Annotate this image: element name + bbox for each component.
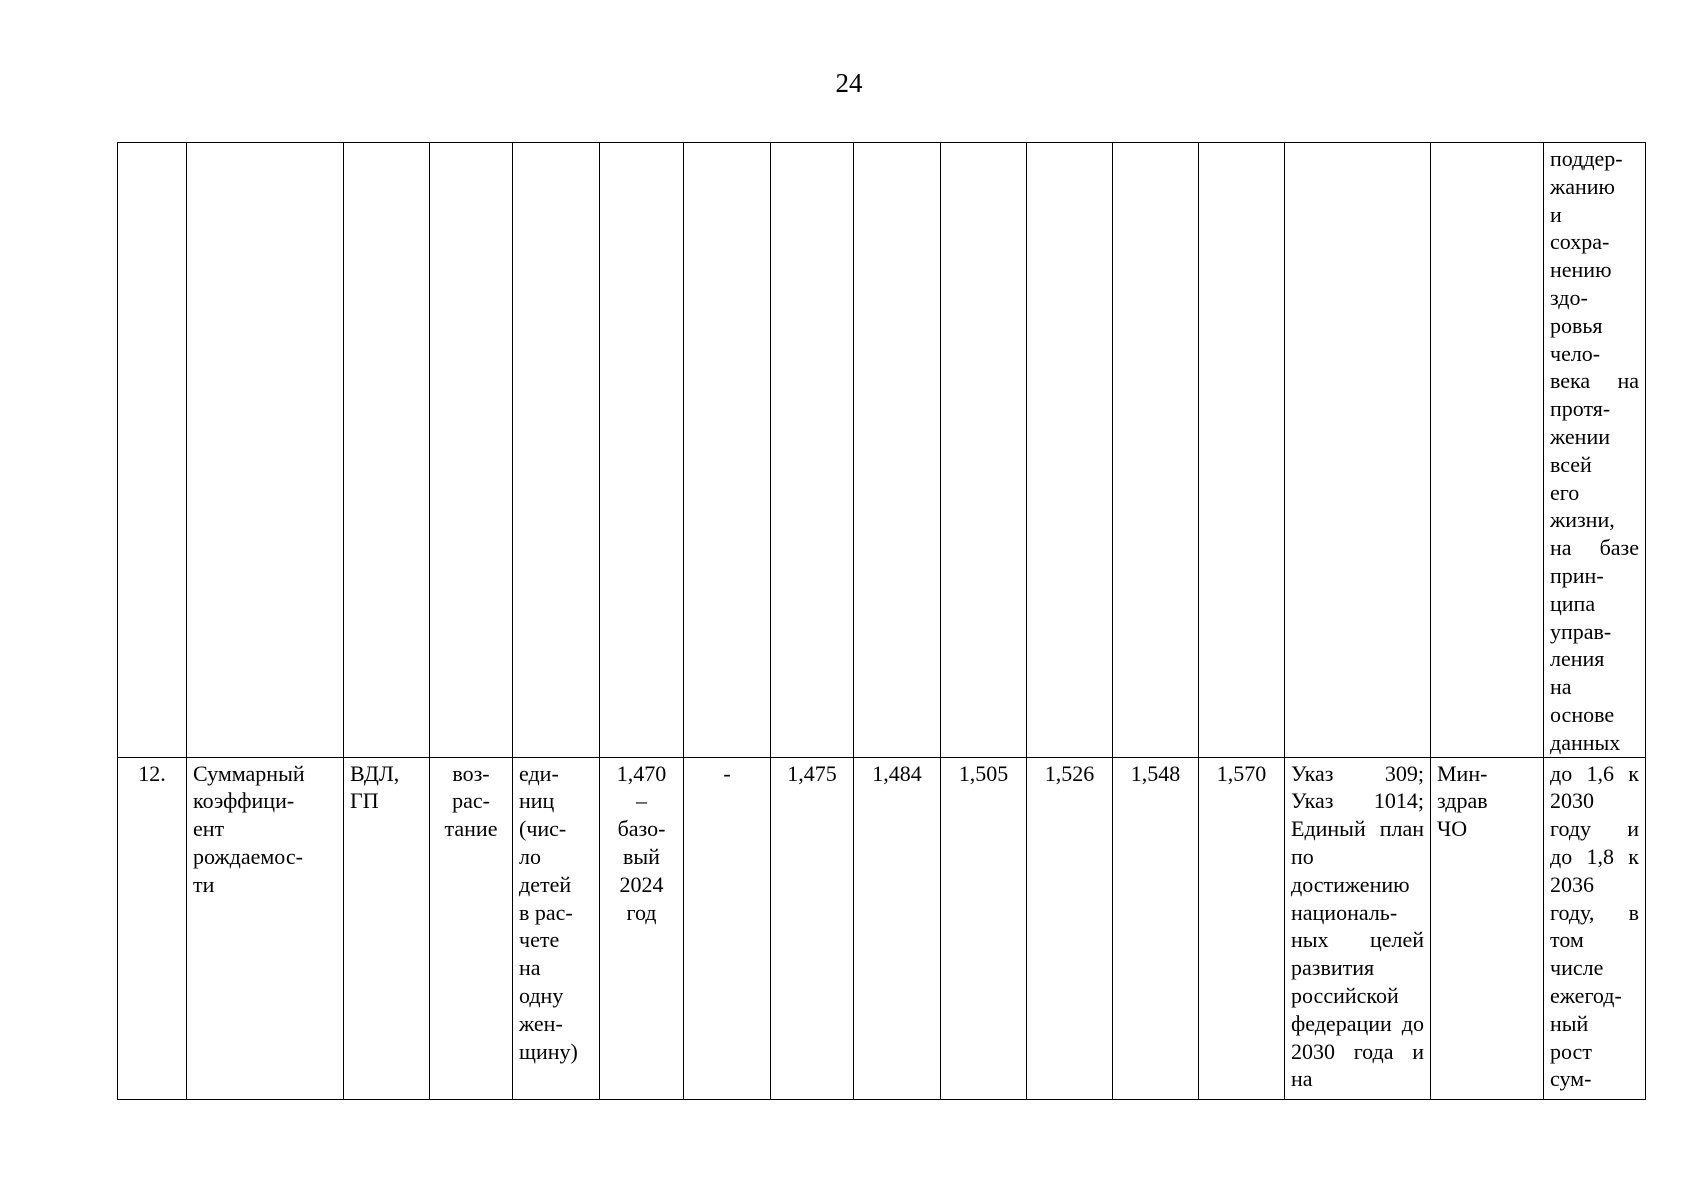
value-cell: 1,570 bbox=[1199, 757, 1285, 1099]
cell-text-line: щину) bbox=[519, 1038, 578, 1064]
cell-text-line: российской bbox=[1291, 982, 1399, 1008]
cell-text-line: 2030 года и bbox=[1291, 1038, 1424, 1064]
cell-text-line: ЧО bbox=[1437, 816, 1468, 842]
cell-text-line: воз- bbox=[452, 760, 490, 786]
goal-cell bbox=[1544, 757, 1646, 1099]
cell-text-line: рас- bbox=[452, 788, 490, 814]
cell-empty bbox=[344, 143, 430, 758]
cell-text-line: века на bbox=[1550, 368, 1639, 394]
cell-text-line: жен- bbox=[519, 1010, 563, 1036]
cell-text-line: на bbox=[1291, 1066, 1313, 1092]
cell-text-line: – bbox=[636, 788, 647, 814]
cell-text-line: базо- bbox=[617, 816, 666, 842]
trend-cell bbox=[430, 757, 513, 1099]
cell-empty bbox=[771, 143, 854, 758]
cell-empty bbox=[1113, 143, 1199, 758]
cell-text-line: году и bbox=[1550, 816, 1639, 842]
cell-text-line: (чис- bbox=[519, 816, 567, 842]
cell-text-line: коэффици- bbox=[193, 788, 295, 814]
cell-text-line: ло bbox=[519, 843, 541, 869]
cell-text-line: жении bbox=[1550, 423, 1610, 449]
cell-text-line: на базе bbox=[1550, 535, 1639, 561]
cell-text-line: протя- bbox=[1550, 396, 1611, 422]
cell-text-line: 2030 bbox=[1550, 788, 1594, 814]
cell-text-line: 2036 bbox=[1550, 871, 1594, 897]
cell-text-line: ВДЛ, bbox=[350, 760, 400, 786]
cell-text-line: данных bbox=[1550, 729, 1621, 755]
cell-text-line: год bbox=[626, 899, 657, 925]
cell-text-line: сохра- bbox=[1550, 229, 1610, 255]
cell-text-line: еди- bbox=[519, 760, 559, 786]
page-number: 24 bbox=[835, 68, 863, 98]
cell-text-line: всей bbox=[1550, 451, 1592, 477]
cell-text-line: вый bbox=[623, 843, 660, 869]
cell-text-line: Указ 309; bbox=[1291, 760, 1424, 786]
cell-text-line: прин- bbox=[1550, 562, 1604, 588]
cell-text-line: детей bbox=[519, 871, 572, 897]
cell-text-line: до 1,6 к bbox=[1550, 760, 1639, 786]
cell-text-line: числе bbox=[1550, 955, 1604, 981]
cell-text-line: достижению bbox=[1291, 871, 1410, 897]
cell-text-line: поддер- bbox=[1550, 146, 1623, 171]
cell-text-line: его bbox=[1550, 479, 1580, 505]
cell-text-line: управ- bbox=[1550, 618, 1612, 644]
value-cell: 1,484 bbox=[854, 757, 941, 1099]
cell-text-line: Мин- bbox=[1437, 760, 1488, 786]
cell-empty bbox=[187, 143, 344, 758]
cell-text-line: 1,470 bbox=[616, 760, 667, 786]
value-cell: 1,475 bbox=[771, 757, 854, 1099]
cell-text-line: по bbox=[1291, 843, 1314, 869]
cell-text-line: на bbox=[1550, 674, 1572, 700]
base-value-cell bbox=[600, 757, 684, 1099]
cell-text-line: жизни, bbox=[1550, 507, 1615, 533]
value-cell: 1,548 bbox=[1113, 757, 1199, 1099]
cell-empty bbox=[430, 143, 513, 758]
cell-text-line: ровья bbox=[1550, 312, 1603, 338]
cell-empty bbox=[1431, 143, 1544, 758]
cell-empty bbox=[600, 143, 684, 758]
cell-text-line: Единый план bbox=[1291, 816, 1424, 842]
cell-text-line: чете bbox=[519, 927, 560, 953]
cell-text-line: и bbox=[1550, 201, 1562, 227]
responsible-cell bbox=[1431, 757, 1544, 1099]
cell-text-line: ГП bbox=[350, 788, 379, 814]
cell-text-line: здо- bbox=[1550, 284, 1588, 310]
cell-text-line: Указ 1014; bbox=[1291, 788, 1424, 814]
value-cell: 1,526 bbox=[1027, 757, 1113, 1099]
document-basis-cell bbox=[1285, 757, 1431, 1099]
cell-text-line: до 1,8 к bbox=[1550, 843, 1639, 869]
cell-text-line: том bbox=[1550, 927, 1584, 953]
cell-text-line: ент bbox=[193, 816, 225, 842]
cell-text-line: году, в bbox=[1550, 899, 1639, 925]
cell-empty bbox=[1285, 143, 1431, 758]
cell-empty bbox=[1199, 143, 1285, 758]
cell-empty bbox=[854, 143, 941, 758]
cell-text-line: ный bbox=[1550, 1010, 1589, 1036]
cell-text-line: Суммарный bbox=[193, 760, 305, 786]
cell-text-line: на bbox=[519, 955, 541, 981]
cell-text-line: федерации до bbox=[1291, 1010, 1424, 1036]
cell-empty bbox=[684, 143, 771, 758]
cell-empty bbox=[513, 143, 600, 758]
cell-text-line: ниц bbox=[519, 788, 555, 814]
cell-text-line: рост bbox=[1550, 1038, 1592, 1064]
cell-text-line: развития bbox=[1291, 955, 1375, 981]
cell-text-line: ных целей bbox=[1291, 927, 1424, 953]
value-cell: 1,505 bbox=[941, 757, 1027, 1099]
cell-text-line: рождаемос- bbox=[193, 843, 303, 869]
cell-empty bbox=[941, 143, 1027, 758]
cell-text-line: нению bbox=[1550, 257, 1612, 283]
unit-cell bbox=[513, 757, 600, 1099]
row-index-cell: 12. bbox=[118, 757, 187, 1099]
cell-text-line: чело- bbox=[1550, 340, 1601, 366]
cell-text-line: националь- bbox=[1291, 899, 1398, 925]
cell-empty bbox=[1027, 143, 1113, 758]
goal-continuation-cell bbox=[1544, 143, 1646, 758]
cell-text-line: основе bbox=[1550, 701, 1615, 727]
indicator-table bbox=[117, 142, 1646, 1100]
cell-text-line: 2024 bbox=[619, 871, 664, 897]
cell-text-line: жанию bbox=[1550, 173, 1615, 199]
cell-empty bbox=[118, 143, 187, 758]
cell-text-line: ления bbox=[1550, 646, 1605, 672]
table-row-continuation bbox=[118, 143, 1646, 758]
cell-text-line: ти bbox=[193, 871, 215, 897]
previous-value-cell: - bbox=[684, 757, 771, 1099]
cell-text-line: ципа bbox=[1550, 590, 1596, 616]
indicator-name-cell bbox=[187, 757, 344, 1099]
cell-text-line: ежегод- bbox=[1550, 982, 1622, 1008]
table-row-12 bbox=[118, 757, 1646, 1099]
cell-text-line: в рас- bbox=[519, 899, 573, 925]
cell-text-line: сум- bbox=[1550, 1066, 1592, 1092]
cell-text-line: одну bbox=[519, 982, 564, 1008]
cell-text-line: здрав bbox=[1437, 788, 1488, 814]
cell-text-line: тание bbox=[444, 816, 498, 842]
level-cell bbox=[344, 757, 430, 1099]
